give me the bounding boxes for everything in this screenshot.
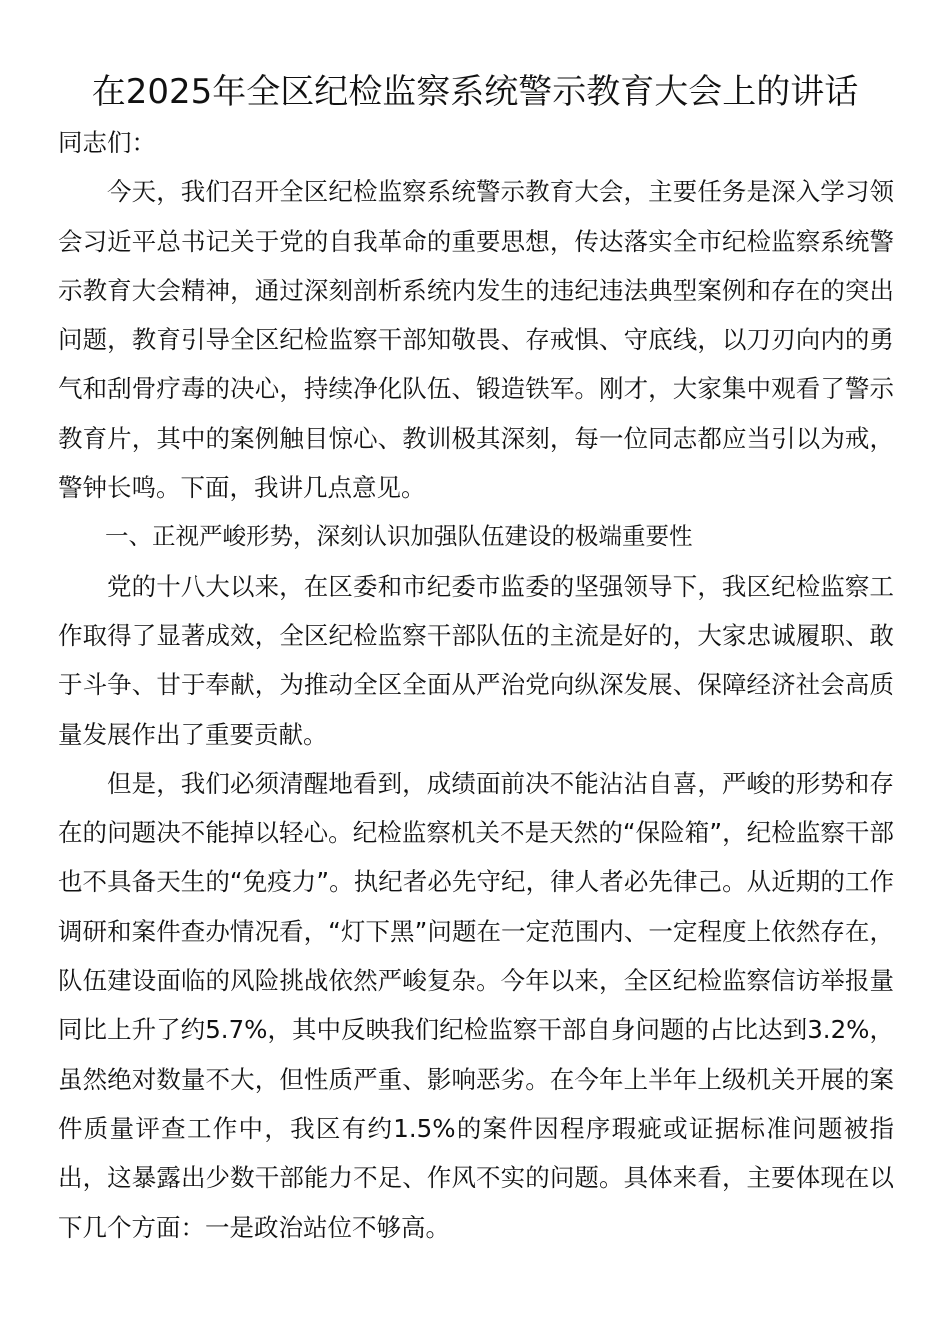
paragraph-intro: 今天，我们召开全区纪检监察系统警示教育大会，主要任务是深入学习领会习近平总书记关于党的自我革命的重要思想，传达落实全市纪检监察系统警示教育大会精神，通过深刻剖析系统内发生的违纪违法典型案例和存在的突出问题，教育引导全区纪检监察干部知敬畏、存戒惧、守底线，以刀刃向内的勇气和刮骨疗毒的决心，持续净化队伍、锻造铁军。刚才，大家集中观看了警示教育片，其中的案例触目惊心、教训极其深刻，每一位同志都应当引以为戒，警钟长鸣。下面，我讲几点意见。 (58, 177, 894, 503)
paragraph-achievements: 党的十八大以来，在区委和市纪委市监委的坚强领导下，我区纪检监察工作取得了显著成效，全区纪检监察干部队伍的主流是好的，大家忠诚履职、敢于斗争、甘于奉献，为推动全区全面从严治党向纵深发展、保障经济社会高质量发展作出了重要贡献。 (58, 571, 894, 749)
paragraph-problems: 但是，我们必须清醒地看到，成绩面前决不能沾沾自喜，严峻的形势和存在的问题决不能掉以轻心。纪检监察机关不是天然的“保险箱”，纪检监察干部也不具备天生的“免疫力”。执纪者必先守纪，律人者必先律己。从近期的工作调研和案件查办情况看，“灯下黑”问题在一定范围内、一定程度上依然存在，队伍建设面临的风险挑战依然严峻复杂。今年以来，全区纪检监察信访举报量同比上升了约5.7%，其中反映我们纪检监察干部自身问题的占比达到3.2%，虽然绝对数量不大，但性质严重、影响恶劣。在今年上半年上级机关开展的案件质量评查工作中，我区有约1.5%的案件因程序瑕疵或证据标准问题被指出，这暴露出少数干部能力不足、作风不实的问题。具体来看，主要体现在以下几个方面：一是政治站位不够高。 (58, 768, 894, 1242)
document-body (58, 118, 894, 1252)
section-heading-1: 一、正视严峻形势，深刻认识加强队伍建设的极端重要性 (105, 522, 693, 551)
document-title: 在2025年全区纪检监察系统警示教育大会上的讲话 (91, 72, 859, 112)
salutation: 同志们： (58, 128, 156, 157)
